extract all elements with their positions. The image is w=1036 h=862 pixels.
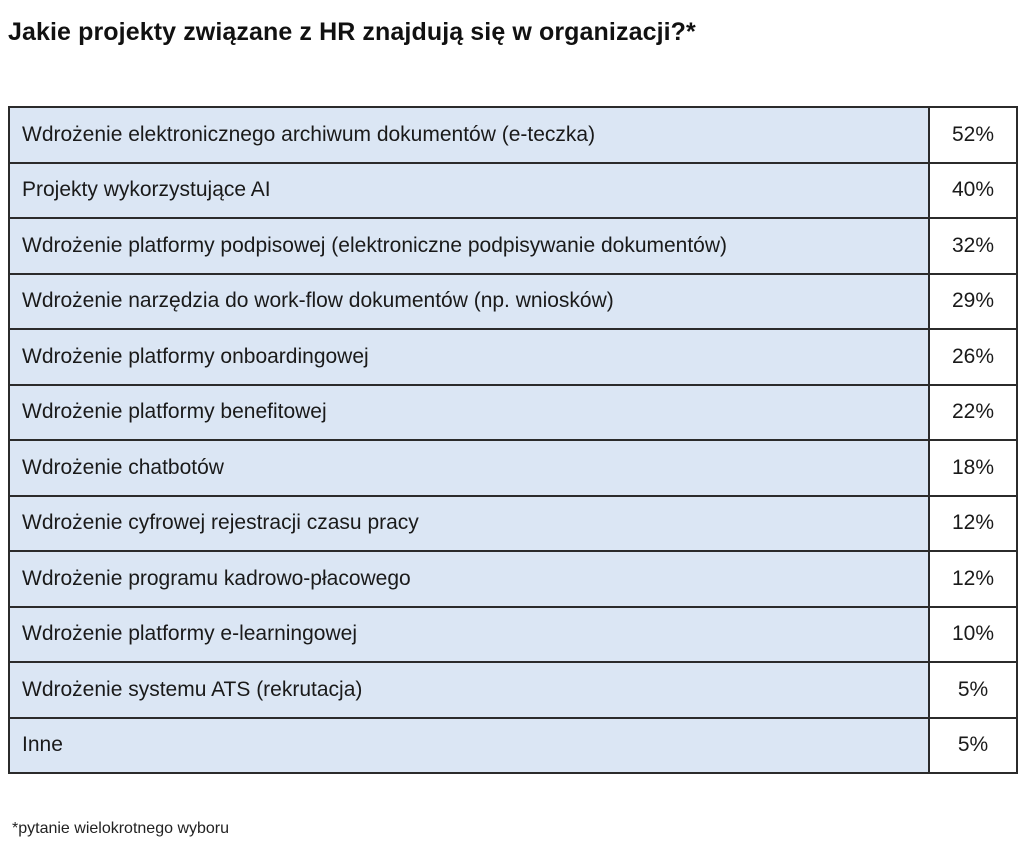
row-value: 18% [929, 440, 1017, 496]
table-row [9, 218, 1017, 274]
row-label: Wdrożenie systemu ATS (rekrutacja) [9, 662, 929, 718]
table-row [9, 607, 1017, 663]
row-value: 32% [929, 218, 1017, 274]
row-label: Wdrożenie cyfrowej rejestracji czasu pracy [9, 496, 929, 552]
row-label: Projekty wykorzystujące AI [9, 163, 929, 219]
row-value: 10% [929, 607, 1017, 663]
results-table [8, 106, 1018, 774]
footnote: *pytanie wielokrotnego wyboru [12, 820, 230, 837]
row-value: 5% [929, 662, 1017, 718]
row-value: 5% [929, 718, 1017, 774]
row-label: Wdrożenie platformy podpisowej (elektroniczne podpisywanie dokumentów) [9, 218, 929, 274]
row-value: 12% [929, 496, 1017, 552]
row-label: Inne [9, 718, 929, 774]
row-value: 26% [929, 329, 1017, 385]
table-row [9, 718, 1017, 774]
row-label: Wdrożenie elektronicznego archiwum dokumentów (e-teczka) [9, 107, 929, 163]
table-row [9, 274, 1017, 330]
table-row [9, 385, 1017, 441]
table-row [9, 551, 1017, 607]
table-row [9, 163, 1017, 219]
row-value: 12% [929, 551, 1017, 607]
row-value: 29% [929, 274, 1017, 330]
row-label: Wdrożenie platformy onboardingowej [9, 329, 929, 385]
row-label: Wdrożenie platformy benefitowej [9, 385, 929, 441]
table-row [9, 440, 1017, 496]
table-row [9, 329, 1017, 385]
table-row [9, 496, 1017, 552]
row-value: 40% [929, 163, 1017, 219]
row-value: 22% [929, 385, 1017, 441]
row-label: Wdrożenie chatbotów [9, 440, 929, 496]
table-row [9, 662, 1017, 718]
page-title: Jakie projekty związane z HR znajdują się w organizacji?* [8, 18, 696, 46]
row-label: Wdrożenie programu kadrowo-płacowego [9, 551, 929, 607]
row-label: Wdrożenie narzędzia do work-flow dokumentów (np. wniosków) [9, 274, 929, 330]
row-label: Wdrożenie platformy e-learningowej [9, 607, 929, 663]
row-value: 52% [929, 107, 1017, 163]
table-row [9, 107, 1017, 163]
